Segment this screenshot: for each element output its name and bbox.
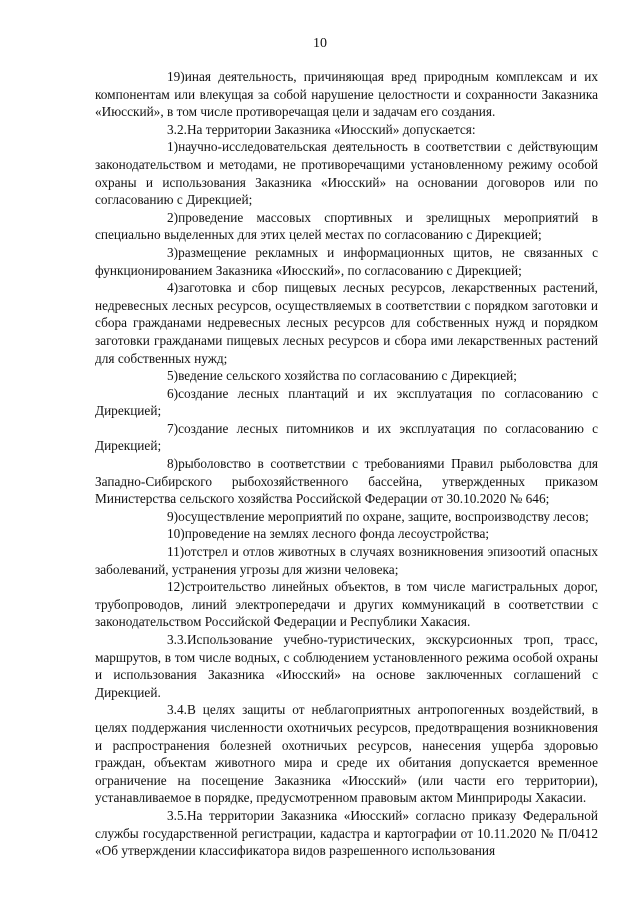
document-body <box>95 68 598 860</box>
list-item <box>95 367 598 385</box>
list-item <box>95 525 598 543</box>
section-heading <box>95 121 598 139</box>
item-text: Использование учебно-туристических, экскурсионных троп, трасс, маршрутов, в том числе водных, с соблюдением установленного режима особой охраны и использования Заказника «Июсский» на основе заключенных соглашений с Дирекцией. <box>95 632 598 700</box>
item-number: 19) <box>167 69 185 84</box>
item-number: 1) <box>167 139 179 155</box>
item-text: научно-исследовательская деятельность в соответствии с действующим законодательством и методами, не противоречащими установленному режиму особой охраны и использования Заказника «Июсский» на основании договоров или по согласованию с Дирекцией; <box>95 139 598 208</box>
list-item <box>95 508 598 526</box>
list-item <box>95 420 598 455</box>
item-number: 2) <box>167 209 179 225</box>
item-number: 5) <box>167 368 179 384</box>
section-paragraph <box>95 631 598 701</box>
item-text: осуществление мероприятий по охране, защите, воспроизводству лесов; <box>178 508 589 524</box>
item-text: рыболовство в соответствии с требованиями Правил рыболовства для Западно-Сибирского рыбохозяйственного бассейна, утвержденных приказом Министерства сельского хозяйства Российской Федерации от 30.10.2020 № 646; <box>95 456 598 507</box>
item-number: 11) <box>167 544 185 560</box>
item-number: 10) <box>167 526 185 542</box>
item-text: На территории Заказника «Июсский» допускается: <box>186 121 476 137</box>
list-item <box>95 68 598 121</box>
list-item <box>95 455 598 508</box>
list-item <box>95 385 598 420</box>
item-number: 6) <box>167 385 179 401</box>
item-number: 12) <box>167 579 185 595</box>
list-item <box>95 279 598 367</box>
item-text: ведение сельского хозяйства по согласованию с Дирекцией; <box>178 368 517 384</box>
item-text: проведение на землях лесного фонда лесоустройства; <box>184 526 490 542</box>
list-item <box>95 578 598 631</box>
item-number: 3.5. <box>167 807 187 823</box>
item-number: 3) <box>167 244 179 260</box>
page-number: 10 <box>313 36 327 51</box>
item-number: 3.3. <box>167 632 187 647</box>
list-item <box>95 209 598 244</box>
item-text: отстрел и отлов животных в случаях возникновения эпизоотий опасных заболеваний, устранения угрозы для жизни человека; <box>95 544 598 577</box>
item-number: 4) <box>167 280 179 296</box>
item-text: На территории Заказника «Июсский» согласно приказу Федеральной службы государственной регистрации, кадастра и картографии от 10.11.2020 № П/0412 «Об утверждении классификатора видов разрешенного использования <box>95 807 598 859</box>
item-text: размещение рекламных и информационных щитов, не связанных с функционированием Заказника «Июсский», по согласованию с Дирекцией; <box>95 244 598 278</box>
item-number: 9) <box>167 508 179 524</box>
item-text: строительство линейных объектов, в том числе магистральных дорог, трубопроводов, линий электропередачи и других коммуникаций в соответствии с законодательством Российской Федерации и Республики Хакасия. <box>95 579 598 630</box>
item-text: В целях защиты от неблагоприятных антропогенных воздействий, в целях поддержания численности охотничьих ресурсов, предотвращения возникновения и распространения болезней охотничьих ресурсов, нанесения ущерба здоровью граждан, объектам животного мира и среде их обитания допускается временное ограничение на посещение Заказника «Июсский» (или части его территории), устанавливаемое в порядке, предусмотренном правовым актом Минприроды Хакасии. <box>95 702 598 806</box>
list-item <box>95 138 598 208</box>
list-item <box>95 244 598 279</box>
item-number: 8) <box>167 456 179 472</box>
section-paragraph <box>95 807 598 860</box>
item-text: создание лесных плантаций и их эксплуатация по согласованию с Дирекцией; <box>95 385 598 419</box>
item-number: 3.4. <box>167 702 187 718</box>
item-number: 3.2. <box>167 121 187 137</box>
item-number: 7) <box>167 420 179 436</box>
section-paragraph <box>95 701 598 807</box>
item-text: иная деятельность, причиняющая вред природным комплексам и их компонентам или влекущая за собой нарушение целостности и сохранности Заказника «Июсский», в том числе противоречащая цели и задачам его создания. <box>95 69 598 120</box>
item-text: создание лесных питомников и их эксплуатация по согласованию с Дирекцией; <box>95 420 598 454</box>
item-text: проведение массовых спортивных и зрелищных мероприятий в специально выделенных для этих целей местах по согласованию с Дирекцией; <box>95 209 598 243</box>
item-text: заготовка и сбор пищевых лесных ресурсов, лекарственных растений, недревесных лесных ресурсов, осуществляемых в соответствии с порядком заготовки и сбора гражданами недревесных лесных ресурсов для собственных нужд и порядком заготовки гражданами пищевых лесных ресурсов и сбора ими лекарственных растений для собственных нужд; <box>95 280 598 366</box>
list-item <box>95 543 598 578</box>
